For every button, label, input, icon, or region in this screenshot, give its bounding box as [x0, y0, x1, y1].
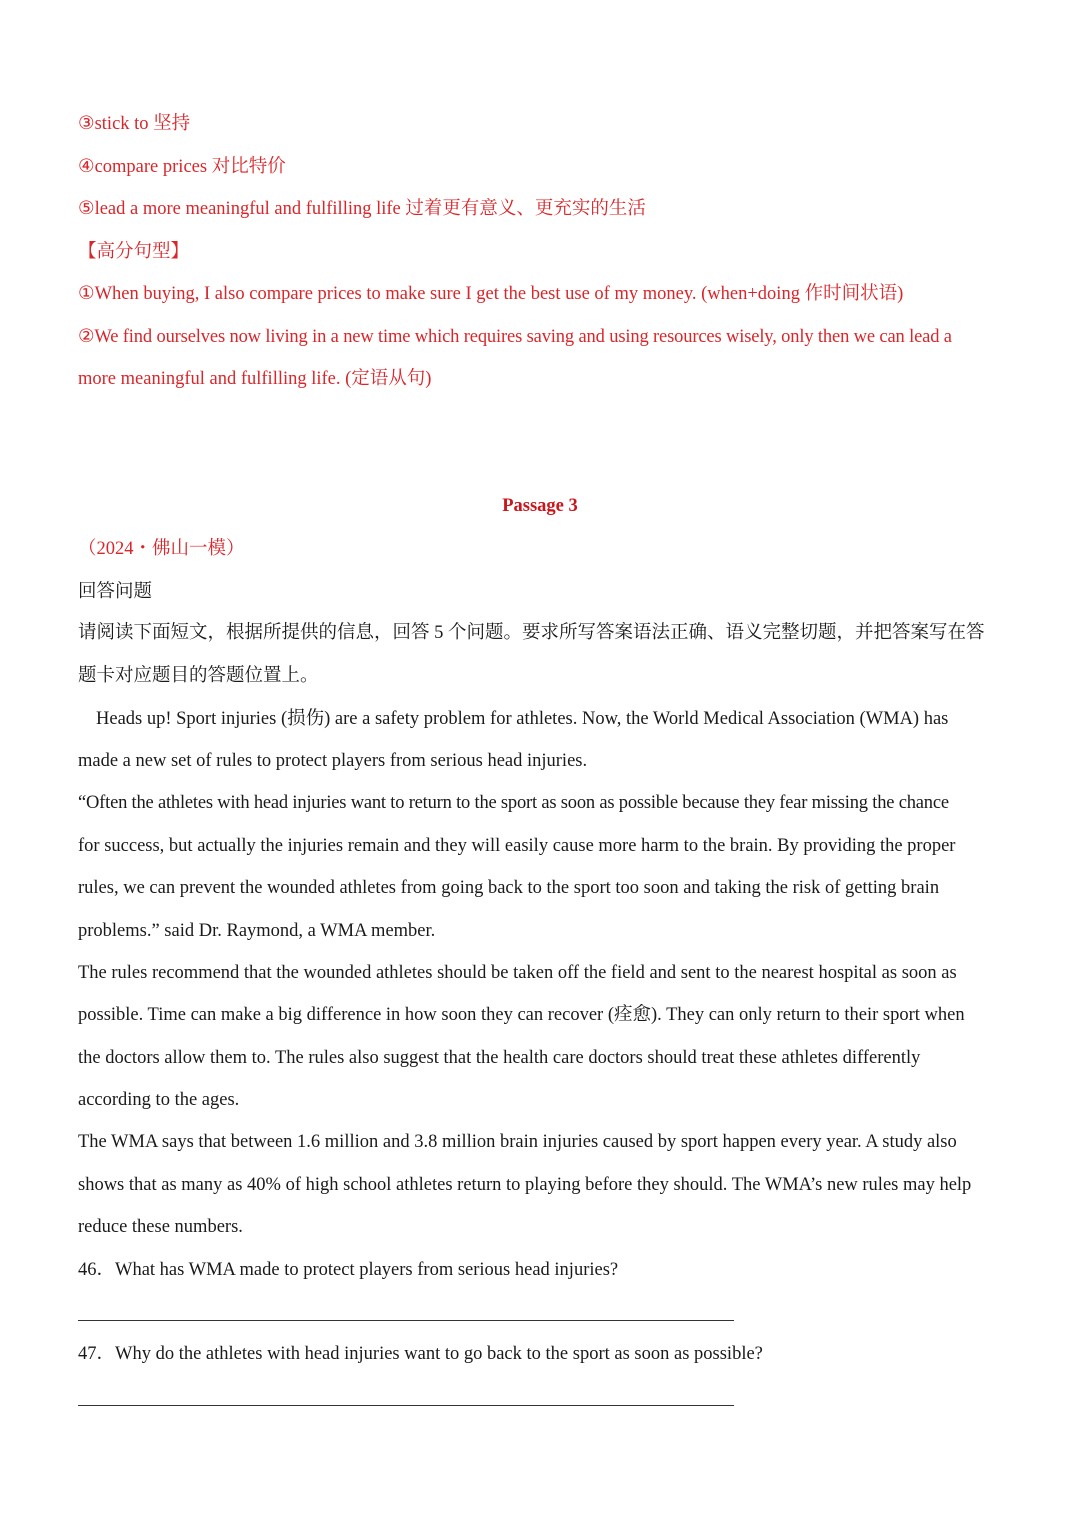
passage-line: reduce these numbers. [78, 1217, 243, 1237]
answer-line-47[interactable] [78, 1405, 734, 1406]
passage-line: the doctors allow them to. The rules also suggest that the health care doctors should treat these athletes differently [78, 1048, 921, 1068]
vocab-item: ⑤lead a more meaningful and fulfilling life 过着更有意义、更充实的生活 [78, 199, 646, 219]
passage-line: The rules recommend that the wounded athletes should be taken off the field and sent to the nearest hospital as soon as [78, 963, 957, 983]
vocab-item: ④compare prices 对比特价 [78, 157, 286, 177]
passage-source: （2024・佛山一模） [78, 539, 245, 559]
sentence-header: 【高分句型】 [78, 242, 190, 262]
passage-line: rules, we can prevent the wounded athletes from going back to the sport too soon and taking the risk of getting brain [78, 878, 940, 898]
task-label: 回答问题 [78, 582, 153, 602]
passage-line: Heads up! Sport injuries (损伤) are a safety problem for athletes. Now, the World Medical Association (WMA) has [96, 709, 949, 729]
question-46: 46．What has WMA made to protect players from serious head injuries? [78, 1260, 619, 1280]
instructions: 请阅读下面短文，根据所提供的信息，回答 5 个问题。要求所写答案语法正确、语义完整切题，并把答案写在答 [78, 623, 985, 643]
example-sentence: more meaningful and fulfilling life. (定语从句) [78, 369, 432, 389]
example-sentence: ②We find ourselves now living in a new time which requires saving and using resources wisely, only then we can lead a [78, 327, 952, 347]
instructions: 题卡对应题目的答题位置上。 [78, 666, 319, 686]
passage-line: made a new set of rules to protect players from serious head injuries. [78, 751, 588, 771]
answer-line-46[interactable] [78, 1320, 734, 1321]
passage-title: Passage 3 [502, 496, 578, 516]
passage-line: “Often the athletes with head injuries want to return to the sport as soon as possible because they fear missing the chance [78, 793, 949, 813]
passage-line: possible. Time can make a big difference in how soon they can recover (痊愈). They can only return to their sport when [78, 1005, 965, 1025]
passage-line: according to the ages. [78, 1090, 240, 1110]
question-47: 47．Why do the athletes with head injuries want to go back to the sport as soon as possible? [78, 1344, 763, 1364]
passage-line: shows that as many as 40% of high school athletes return to playing before they should. The WMA’s new rules may help [78, 1175, 972, 1195]
vocab-item: ③stick to 坚持 [78, 114, 191, 134]
passage-line: for success, but actually the injuries remain and they will easily cause more harm to the brain. By providing the proper [78, 836, 956, 856]
passage-line: problems.” said Dr. Raymond, a WMA member. [78, 921, 436, 941]
example-sentence: ①When buying, I also compare prices to make sure I get the best use of my money. (when+doing 作时间状语) [78, 284, 904, 304]
passage-line: The WMA says that between 1.6 million and 3.8 million brain injuries caused by sport happen every year. A study also [78, 1132, 957, 1152]
